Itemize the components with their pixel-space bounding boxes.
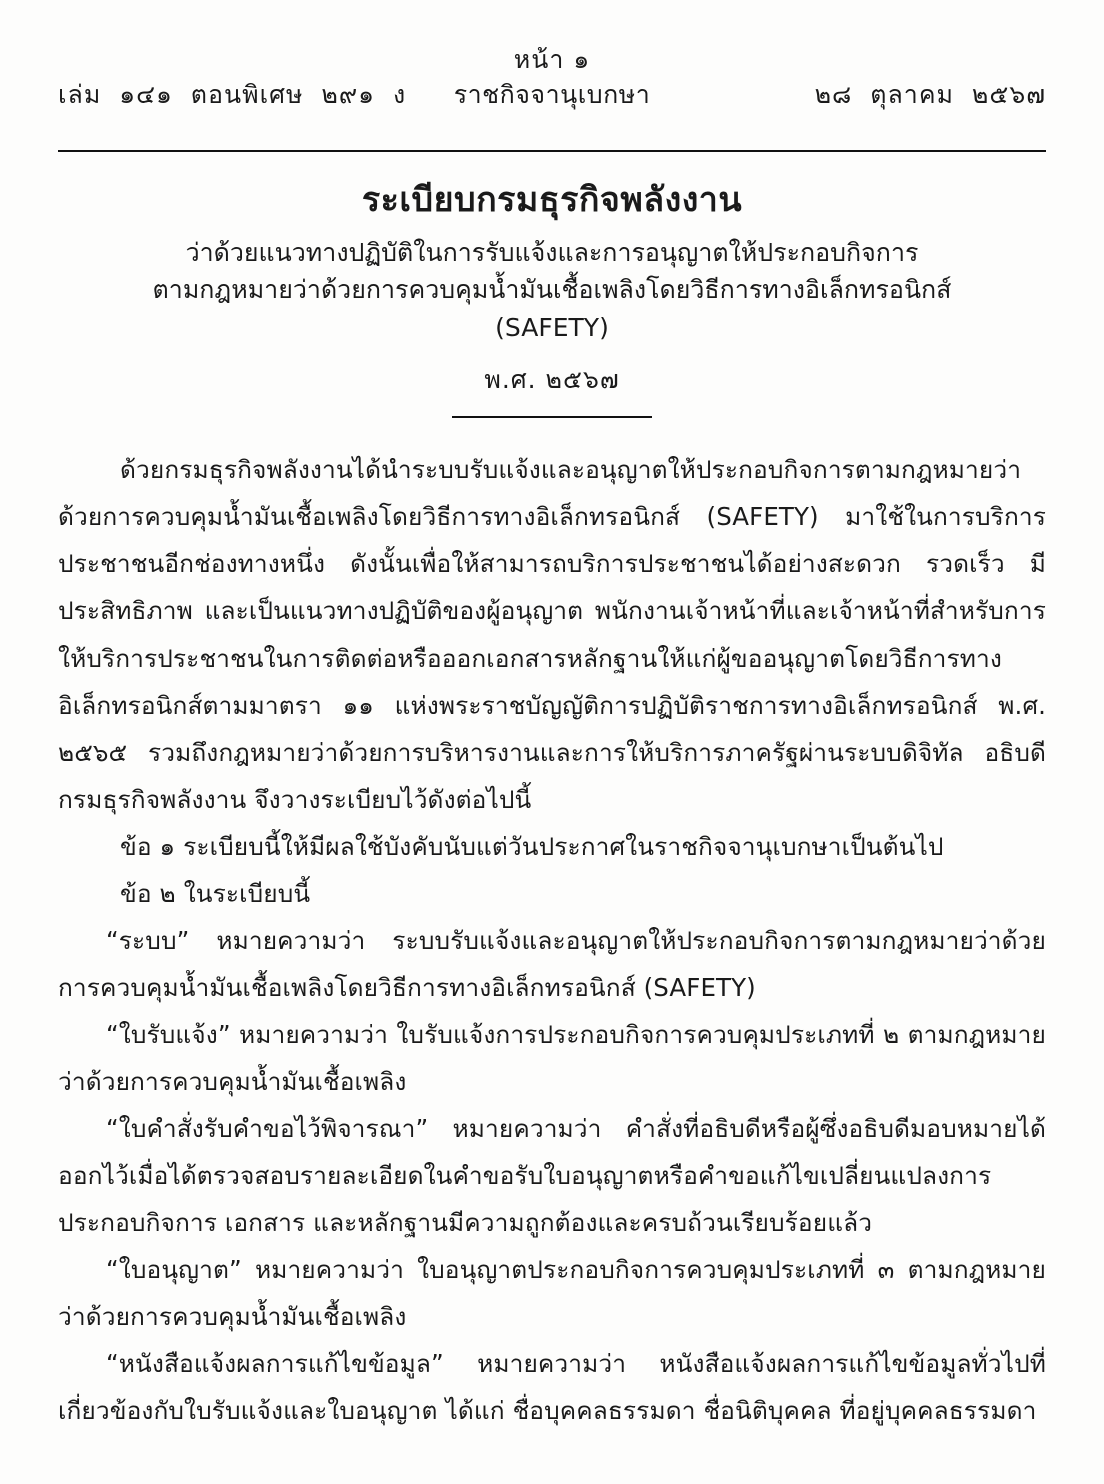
header-row xyxy=(58,79,1046,110)
publication-date: ๒๘ ตุลาคม ๒๕๖๗ xyxy=(814,80,1046,110)
paragraph-preamble: ด้วยกรมธุรกิจพลังงานได้นำระบบรับแจ้งและอนุญาตให้ประกอบกิจการตามกฎหมายว่าด้วยการควบคุมน้ำมันเชื้อเพลิงโดยวิธีการทางอิเล็กทรอนิกส์ (SAFETY) มาใช้ในการบริการประชาชนอีกช่องทางหนึ่ง ดังนั้นเพื่อให้สามารถบริการประชาชนได้อย่างสะดวก รวดเร็ว มีประสิทธิภาพ และเป็นแนวทางปฏิบัติของผู้อนุญาต พนักงานเจ้าหน้าที่และเจ้าหน้าที่สำหรับการให้บริการประชาชนในการติดต่อหรือออกเอกสารหลักฐานให้แก่ผู้ขออนุญาตโดยวิธีการทางอิเล็กทรอนิกส์ตามมาตรา ๑๑ แห่งพระราชบัญญัติการปฏิบัติราชการทางอิเล็กทรอนิกส์ พ.ศ. ๒๕๖๕ รวมถึงกฎหมายว่าด้วยการบริหารงานและการให้บริการภาครัฐผ่านระบบดิจิทัล อธิบดีกรมธุรกิจพลังงาน จึงวางระเบียบไว้ดังต่อไปนี้ xyxy=(58,455,1046,814)
paragraph-definition-order: “ใบคำสั่งรับคำขอไว้พิจารณา” หมายความว่า คำสั่งที่อธิบดีหรือผู้ซึ่งอธิบดีมอบหมายได้ออกไว้เมื่อได้ตรวจสอบรายละเอียดในคำขอรับใบอนุญาตหรือคำขอแก้ไขเปลี่ยนแปลงการประกอบกิจการ เอกสาร และหลักฐานมีความถูกต้องและครบถ้วนเรียบร้อยแล้ว xyxy=(58,1113,1046,1237)
volume-issue: เล่ม ๑๔๑ ตอนพิเศษ ๒๙๑ ง xyxy=(58,80,407,110)
paragraph-definition-license: “ใบอนุญาต” หมายความว่า ใบอนุญาตประกอบกิจการควบคุมประเภทที่ ๓ ตามกฎหมายว่าด้วยการควบคุมน้ำมันเชื้อเพลิง xyxy=(58,1254,1046,1331)
document-title: ระเบียบกรมธุรกิจพลังงาน xyxy=(361,180,743,220)
paragraph-clause-1: ข้อ ๑ ระเบียบนี้ให้มีผลใช้บังคับนับแต่วันประกาศในราชกิจจานุเบกษาเป็นต้นไป xyxy=(120,831,944,861)
header-divider xyxy=(58,150,1046,152)
paragraph-definition-notice: “หนังสือแจ้งผลการแก้ไขข้อมูล” หมายความว่า หนังสือแจ้งผลการแก้ไขข้อมูลทั่วไปที่เกี่ยวข้องกับใบรับแจ้งและใบอนุญาต ได้แก่ ชื่อบุคคลธรรมดา ชื่อนิติบุคคล ที่อยู่บุคคลธรรมดา xyxy=(58,1348,1046,1426)
paragraph-clause-2: ข้อ ๒ ในระเบียบนี้ xyxy=(120,878,311,908)
paragraph-definition-receipt: “ใบรับแจ้ง” หมายความว่า ใบรับแจ้งการประกอบกิจการควบคุมประเภทที่ ๒ ตามกฎหมายว่าด้วยการควบคุมน้ำมันเชื้อเพลิง xyxy=(58,1019,1046,1096)
document-subtitle-line2: ตามกฎหมายว่าด้วยการควบคุมน้ำมันเชื้อเพลิงโดยวิธีการทางอิเล็กทรอนิกส์ (SAFETY) xyxy=(152,275,952,342)
title-divider xyxy=(452,416,652,418)
document-year: พ.ศ. ๒๕๖๗ xyxy=(484,365,620,395)
document-subtitle-line1: ว่าด้วยแนวทางปฏิบัติในการรับแจ้งและการอนุญาตให้ประกอบกิจการ xyxy=(185,237,919,267)
gazette-name: ราชกิจจานุเบกษา xyxy=(453,80,651,110)
title-block xyxy=(58,178,1046,400)
page-number: หน้า ๑ xyxy=(513,45,591,74)
paragraph-definition-system: “ระบบ” หมายความว่า ระบบรับแจ้งและอนุญาตให้ประกอบกิจการตามกฎหมายว่าด้วยการควบคุมน้ำมันเชื้อเพลิงโดยวิธีการทางอิเล็กทรอนิกส์ (SAFETY) xyxy=(58,925,1046,1002)
gazette-header xyxy=(58,44,1046,140)
document-body xyxy=(58,446,1046,1434)
